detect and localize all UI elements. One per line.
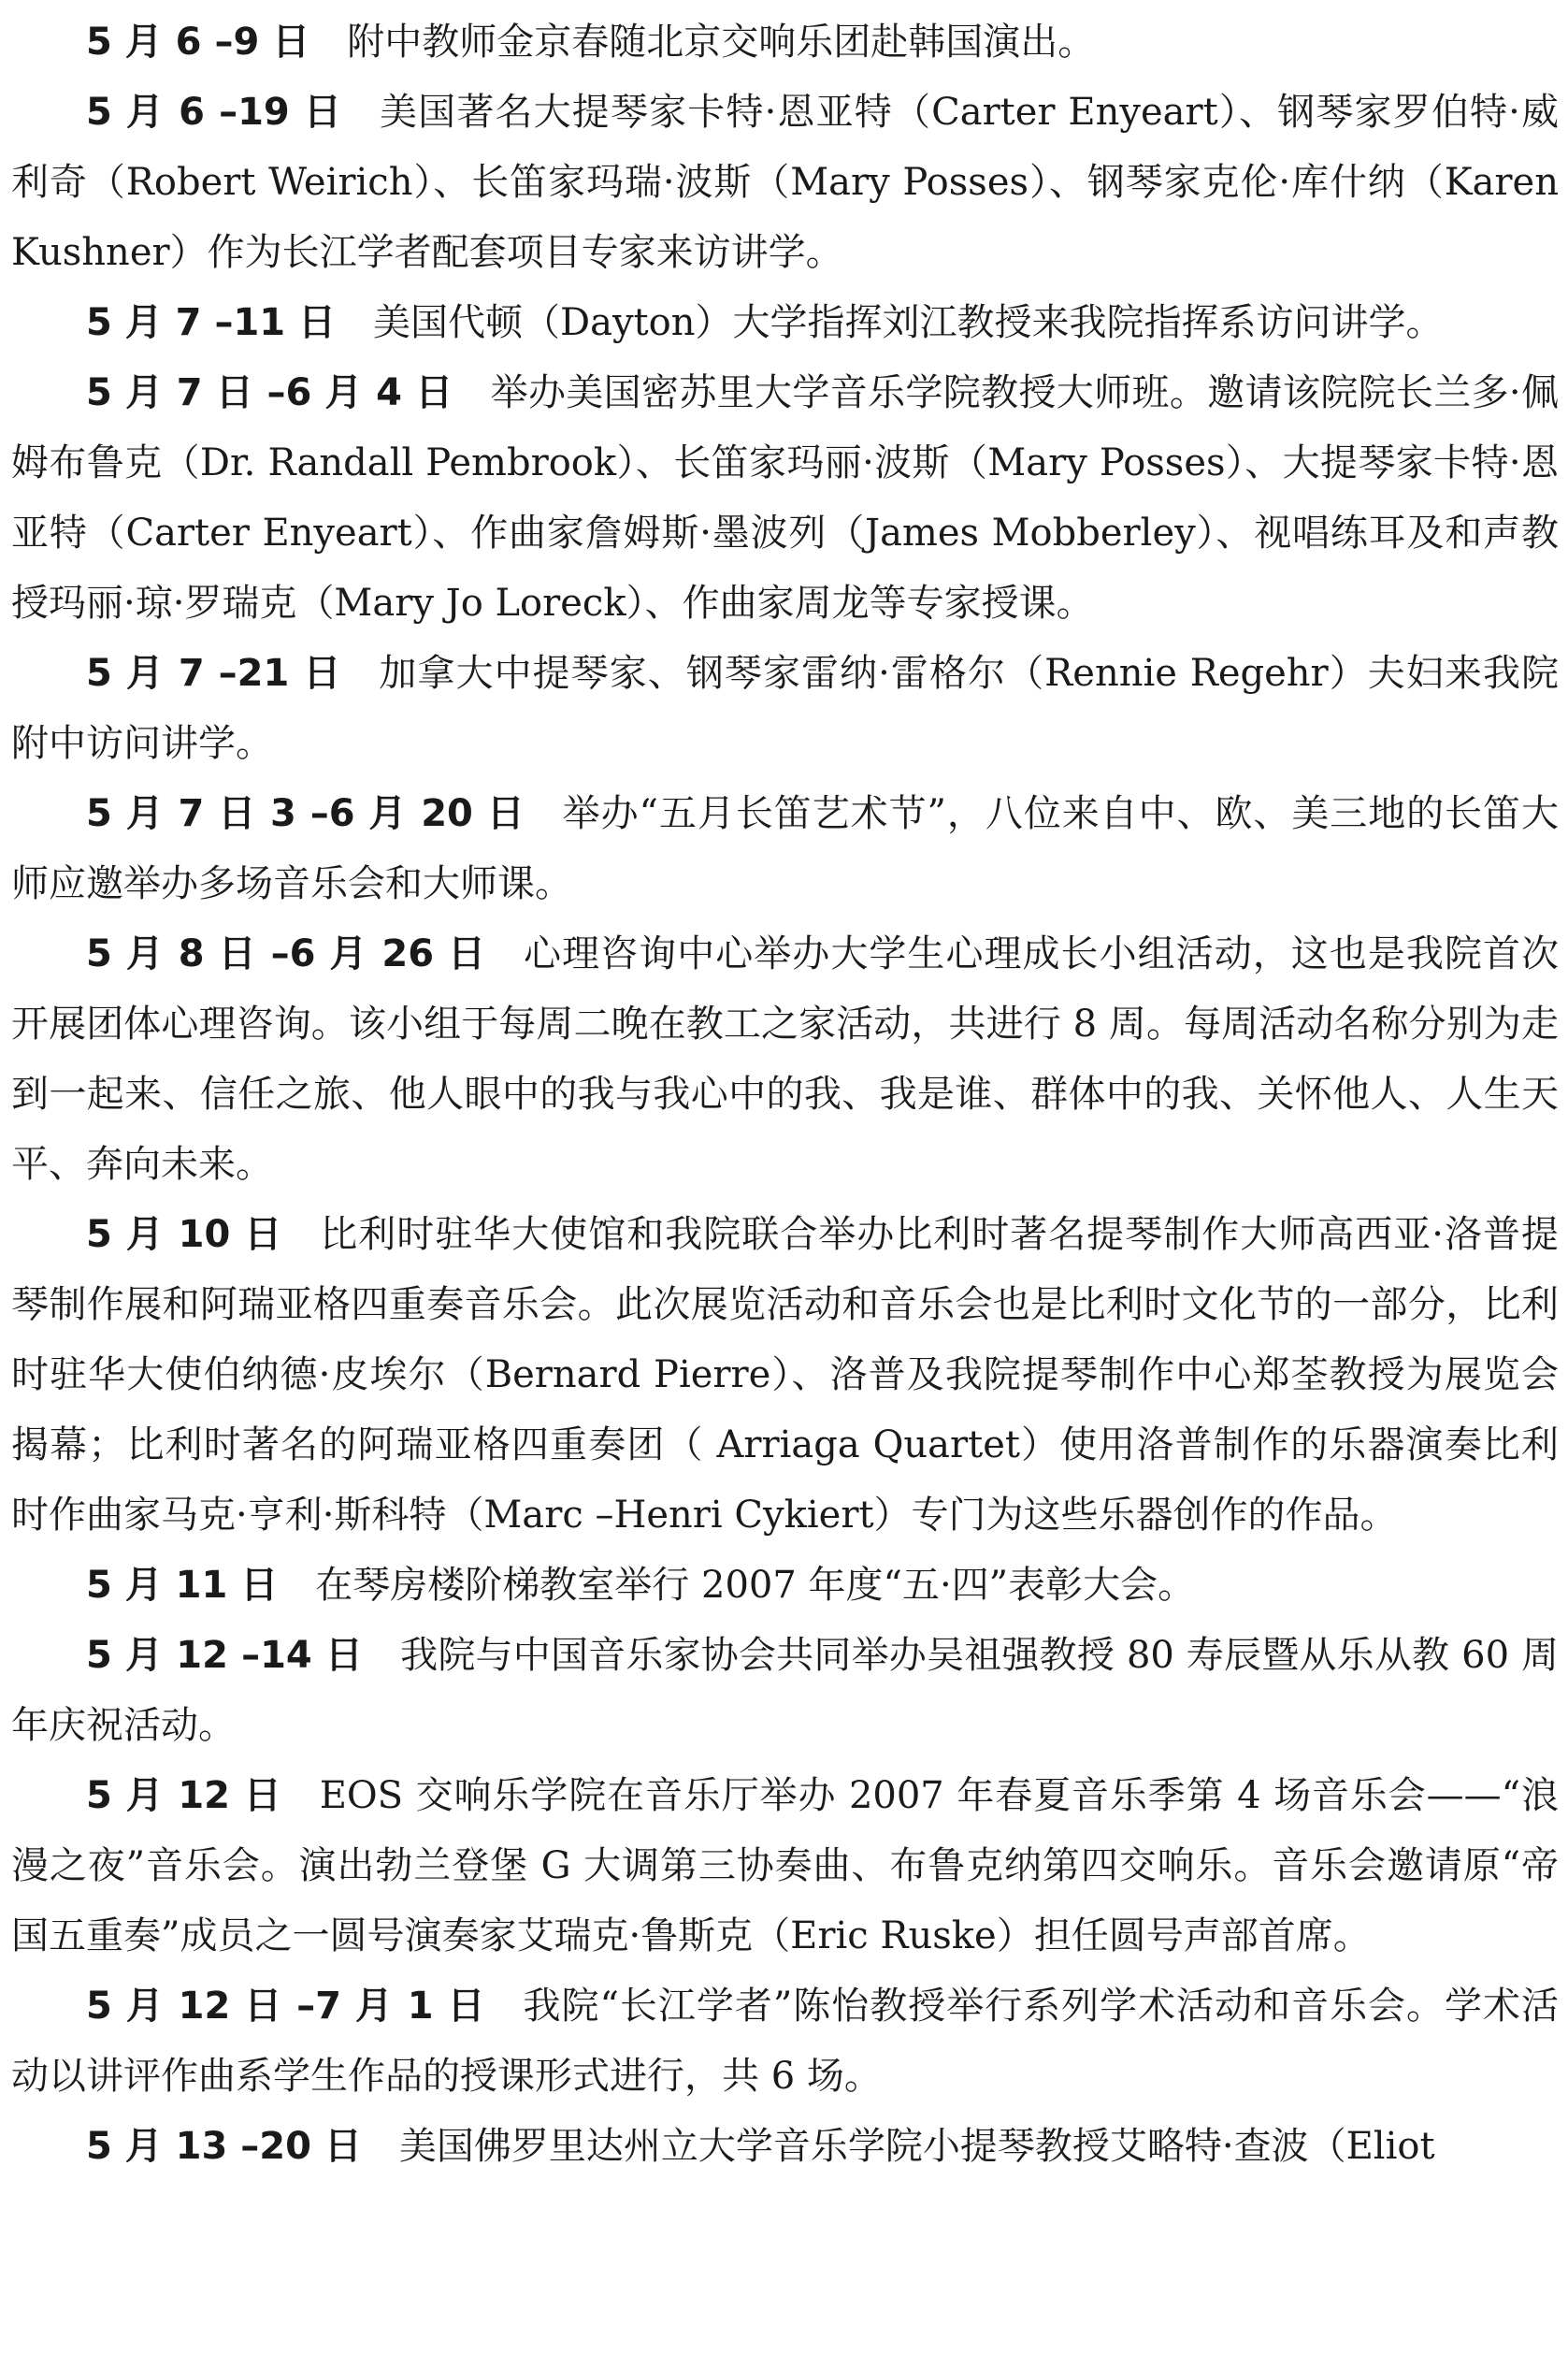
event-entry: [11, 1200, 1559, 1551]
event-description: 举办美国密苏里大学音乐学院教授大师班。邀请该院院长兰多·佩姆布鲁克（Dr. Randall Pembrook）、长笛家玛丽·波斯（Mary Posses）、大提琴家卡特·恩亚特（Carter Enyeart）、作曲家詹姆斯·墨波列（James Mobberley）、视唱练耳及和声教授玛丽·琼·罗瑞克（Mary Jo Loreck）、作曲家周龙等专家授课。: [11, 371, 1559, 625]
event-description: 美国代顿（Dayton）大学指挥刘江教授来我院指挥系访问讲学。: [373, 301, 1444, 344]
event-entry: [11, 1551, 1559, 1621]
event-date: 5 月 12 –14 日: [86, 1634, 364, 1677]
event-entry: [11, 639, 1559, 779]
event-description: 心理咨询中心举办大学生心理成长小组活动，这也是我院首次开展团体心理咨询。该小组于每周二晚在教工之家活动，共进行 8 周。每周活动名称分别为走到一起来、信任之旅、他人眼中的我与我心中的我、我是谁、群体中的我、关怀他人、人生天平、奔向未来。: [11, 932, 1560, 1186]
event-entry: [11, 78, 1559, 288]
event-description: 举办“五月长笛艺术节”，八位来自中、欧、美三地的长笛大师应邀举办多场音乐会和大师课。: [11, 792, 1559, 905]
event-date: 5 月 7 –11 日: [86, 301, 337, 344]
event-entry: [11, 2112, 1559, 2182]
event-date: 5 月 7 日 –6 月 4 日: [86, 371, 453, 414]
event-entry: [11, 7, 1559, 78]
event-date: 5 月 6 –9 日: [86, 21, 310, 64]
document-page: [11, 7, 1559, 2182]
event-description: EOS 交响乐学院在音乐厅举办 2007 年春夏音乐季第 4 场音乐会——“浪漫之夜”音乐会。演出勃兰登堡 G 大调第三协奏曲、布鲁克纳第四交响乐。音乐会邀请原“帝国五重奏”成员之一圆号演奏家艾瑞克·鲁斯克（Eric Ruske）担任圆号声部首席。: [11, 1774, 1559, 1957]
event-date: 5 月 13 –20 日: [86, 2125, 362, 2168]
event-entry: [11, 1761, 1559, 1971]
event-date: 5 月 6 –19 日: [86, 91, 342, 134]
event-description: 在琴房楼阶梯教室举行 2007 年度“五·四”表彰大会。: [315, 1564, 1196, 1607]
event-date: 5 月 12 日 –7 月 1 日: [86, 1985, 486, 2028]
event-description: 美国著名大提琴家卡特·恩亚特（Carter Enyeart）、钢琴家罗伯特·威利奇（Robert Weirich）、长笛家玛瑞·波斯（Mary Posses）、钢琴家克伦·库什纳（Karen Kushner）作为长江学者配套项目专家来访讲学。: [11, 91, 1560, 274]
event-entry: [11, 919, 1559, 1200]
event-description: 加拿大中提琴家、钢琴家雷纳·雷格尔（Rennie Regehr）夫妇来我院附中访问讲学。: [11, 652, 1560, 765]
event-entry: [11, 358, 1559, 639]
event-date: 5 月 8 日 –6 月 26 日: [86, 932, 487, 975]
event-date: 5 月 10 日: [86, 1213, 283, 1256]
event-date: 5 月 11 日: [86, 1564, 279, 1607]
event-date: 5 月 12 日: [86, 1774, 282, 1817]
event-entry: [11, 288, 1559, 358]
event-entry: [11, 1971, 1559, 2112]
event-date: 5 月 7 –21 日: [86, 652, 342, 695]
event-entry: [11, 1621, 1559, 1761]
event-description: 我院与中国音乐家协会共同举办吴祖强教授 80 寿辰暨从乐从教 60 周年庆祝活动。: [11, 1634, 1559, 1747]
event-description: 比利时驻华大使馆和我院联合举办比利时著名提琴制作大师高西亚·洛普提琴制作展和阿瑞亚格四重奏音乐会。此次展览活动和音乐会也是比利时文化节的一部分，比利时驻华大使伯纳德·皮埃尔（Bernard Pierre）、洛普及我院提琴制作中心郑荃教授为展览会揭幕；比利时著名的阿瑞亚格四重奏团（ Arriaga Quartet）使用洛普制作的乐器演奏比利时作曲家马克·亨利·斯科特（Marc –Henri Cykiert）专门为这些乐器创作的作品。: [11, 1213, 1559, 1537]
event-description: 美国佛罗里达州立大学音乐学院小提琴教授艾略特·查波（Eliot: [398, 2125, 1435, 2168]
event-date: 5 月 7 日 3 –6 月 20 日: [86, 792, 525, 835]
event-description: 附中教师金京春随北京交响乐团赴韩国演出。: [347, 21, 1096, 64]
event-entry: [11, 779, 1559, 919]
event-description: 我院“长江学者”陈怡教授举行系列学术活动和音乐会。学术活动以讲评作曲系学生作品的授课形式进行，共 6 场。: [11, 1985, 1559, 2098]
